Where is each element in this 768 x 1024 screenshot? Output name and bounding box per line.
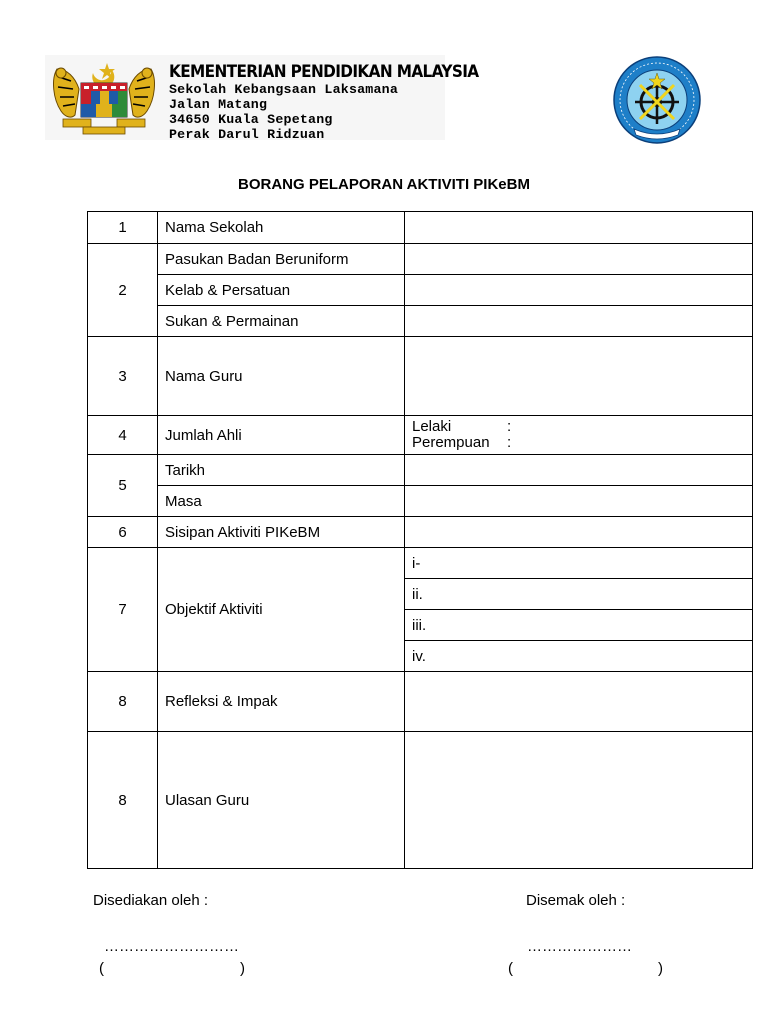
date-field[interactable] <box>405 455 753 486</box>
table-row <box>88 212 753 244</box>
row-number: 7 <box>88 548 158 672</box>
report-form-table <box>87 211 753 869</box>
club-society-field[interactable] <box>405 275 753 306</box>
teacher-comment-label: Ulasan Guru <box>158 732 405 869</box>
table-row <box>88 732 753 869</box>
objective-field-3[interactable]: iii. <box>405 610 753 641</box>
female-label: Perempuan <box>412 434 490 451</box>
member-count-label: Jumlah Ahli <box>158 416 405 455</box>
member-count-field[interactable] <box>405 416 753 455</box>
uniform-unit-field[interactable] <box>405 244 753 275</box>
table-row <box>88 672 753 732</box>
objective-field-4[interactable]: iv. <box>405 641 753 672</box>
female-colon: : <box>507 434 512 451</box>
male-label: Lelaki <box>412 418 452 435</box>
row-number: 5 <box>88 455 158 517</box>
table-row <box>88 455 753 486</box>
school-name: Sekolah Kebangsaan Laksamana <box>169 82 399 97</box>
table-row <box>88 244 753 275</box>
checked-by-close-paren: ) <box>658 960 663 977</box>
school-badge-icon <box>612 55 702 145</box>
prepared-by-open-paren: ( <box>99 960 104 977</box>
table-row <box>88 416 753 455</box>
row-number: 8 <box>88 732 158 869</box>
time-field[interactable] <box>405 486 753 517</box>
row-number: 2 <box>88 244 158 337</box>
teacher-comment-field[interactable] <box>405 732 753 869</box>
sports-games-label: Sukan & Permainan <box>158 306 405 337</box>
reflection-field[interactable] <box>405 672 753 732</box>
prepared-by-signature-line[interactable]: ……………………… <box>104 938 239 955</box>
row-number: 8 <box>88 672 158 732</box>
sports-games-field[interactable] <box>405 306 753 337</box>
malaysia-coat-of-arms-icon <box>49 59 159 137</box>
row-number: 3 <box>88 337 158 416</box>
table-row <box>88 548 753 579</box>
reflection-label: Refleksi & Impak <box>158 672 405 732</box>
objective-field-2[interactable]: ii. <box>405 579 753 610</box>
school-name-field[interactable] <box>405 212 753 244</box>
checked-by-open-paren: ( <box>508 960 513 977</box>
ministry-name: KEMENTERIAN PENDIDIKAN MALAYSIA <box>169 62 479 82</box>
table-row <box>88 486 753 517</box>
row-number: 4 <box>88 416 158 455</box>
teacher-name-label: Nama Guru <box>158 337 405 416</box>
table-row <box>88 337 753 416</box>
uniform-unit-label: Pasukan Badan Beruniform <box>158 244 405 275</box>
male-colon: : <box>507 418 512 435</box>
objective-label: Objektif Aktiviti <box>158 548 405 672</box>
teacher-name-field[interactable] <box>405 337 753 416</box>
address-street: Jalan Matang <box>169 97 268 112</box>
club-society-label: Kelab & Persatuan <box>158 275 405 306</box>
activity-insert-label: Sisipan Aktiviti PIKeBM <box>158 517 405 548</box>
checked-by-signature-line[interactable]: ………………… <box>527 938 632 955</box>
form-title: BORANG PELAPORAN AKTIVITI PIKeBM <box>238 176 530 193</box>
address-state: Perak Darul Ridzuan <box>169 127 325 142</box>
table-row <box>88 275 753 306</box>
prepared-by-close-paren: ) <box>240 960 245 977</box>
checked-by-label: Disemak oleh : <box>526 892 626 909</box>
prepared-by-label: Disediakan oleh : <box>93 892 209 909</box>
row-number: 6 <box>88 517 158 548</box>
letterhead <box>45 55 479 142</box>
address-postcode-city: 34650 Kuala Sepetang <box>169 112 333 127</box>
table-row <box>88 517 753 548</box>
date-label: Tarikh <box>158 455 405 486</box>
table-row <box>88 306 753 337</box>
school-name-label: Nama Sekolah <box>158 212 405 244</box>
row-number: 1 <box>88 212 158 244</box>
activity-insert-field[interactable] <box>405 517 753 548</box>
objective-field-1[interactable]: i- <box>405 548 753 579</box>
time-label: Masa <box>158 486 405 517</box>
